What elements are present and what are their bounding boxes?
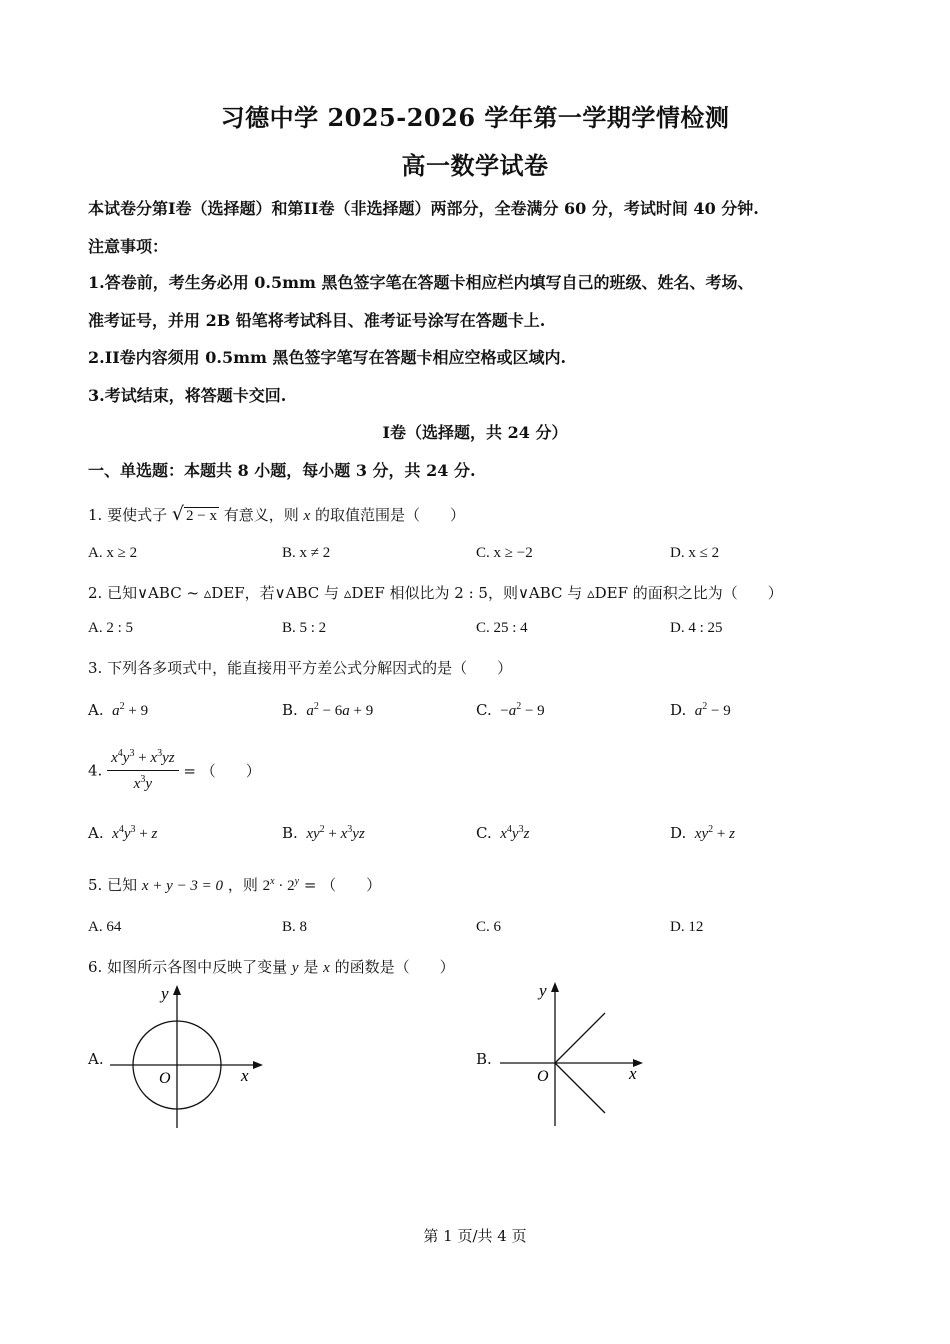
q6-var-y: y [291,960,299,976]
q1-radicand: 2 − x [185,508,217,524]
q2-option-a: A. 2 : 5 [88,620,133,636]
graph-b-y-label: y [539,981,547,1000]
exam-subtitle: 高一数学试卷 [401,151,549,180]
q4-option-c [476,824,529,843]
q5-option-d: D. 12 [670,919,704,935]
q4-option-b [282,824,365,843]
graph-a-x-label: x [241,1066,249,1085]
graph-b [495,980,675,1130]
q6-mid: 是 [303,958,319,976]
part-title: 一、单选题：本题共 8 小题，每小题 3 分，共 24 分. [88,461,476,480]
q4-a-label: A. [88,824,104,842]
q1-var: x [303,508,311,524]
q2-option-d: D. 4 : 25 [670,620,723,636]
sqrt-sign: √ [171,503,184,525]
graph-a-origin: O [159,1070,171,1087]
q4-tail: = （ ） [183,762,261,780]
q1-post: 的取值范围是（ ） [314,506,465,524]
q3-a-label: A. [88,701,104,719]
graph-b-y-arrow [551,982,559,992]
q3-option-a [88,701,148,720]
q3-c-label: C. [476,701,492,719]
q4-b-label: B. [282,824,298,842]
q3-option-b [282,701,373,720]
q5-tail: = （ ） [303,876,382,894]
question-2: 2. 已知∨ABC ~ ▵DEF，若∨ABC 与 ▵DEF 相似比为 2 : 5，则∨ABC 与 ▵DEF 的面积之比为（ ） [88,584,783,602]
note-1a: 1.答卷前，考生务必用 0.5mm 黑色签字笔在答题卡相应栏内填写自己的班级、姓名、考场、 [88,273,754,292]
note-2: 2.II卷内容须用 0.5mm 黑色签字笔写在答题卡相应空格或区域内. [88,348,567,367]
q6-var-x: x [323,960,330,976]
q1-option-c: C. x ≥ −2 [476,545,533,561]
q3-d-expr: $a^2 - 9$ [691,701,731,719]
q3-c-expr: $-a^2 - 9$ [500,701,545,719]
graph-b-origin: O [537,1068,549,1085]
intro-line: 本试卷分第I卷（选择题）和第II卷（非选择题）两部分，全卷满分 60 分，考试时间 40 分钟. [88,199,759,218]
q4-option-a [88,824,157,843]
q5-option-a: A. 64 [88,919,122,935]
graph-a-x-arrow [253,1061,263,1069]
q1-mid: 有意义，则 [223,506,299,524]
q1-pre: 1. 要使式子 [88,506,168,524]
graph-a-y-label: y [161,984,169,1003]
exam-title: 习德中学 2025-2026 学年第一学期学情检测 [220,103,730,132]
question-6 [88,956,455,977]
question-4 [88,748,261,793]
question-5 [88,874,381,895]
q6-option-a: A. [88,1050,104,1068]
q1-option-b: B. x ≠ 2 [282,545,331,561]
note-3: 3.考试结束，将答题卡交回. [88,386,287,405]
q2-option-b: B. 5 : 2 [282,620,327,636]
graph-a [105,983,285,1133]
q1-option-a: A. x ≥ 2 [88,545,138,561]
q4-label: 4. [88,761,103,780]
q5-option-b: B. 8 [282,919,308,935]
q6-post: 的函数是（ ） [334,958,455,976]
q5-option-c: C. 6 [476,919,502,935]
q3-option-d [670,701,731,720]
q3-a-expr: $a^2 + 9$ [108,701,149,719]
page-number: 第 1 页/共 4 页 [423,1227,527,1245]
q4-d-label: D. [670,824,687,842]
graph-b-x-label: x [629,1064,637,1083]
graph-b-ray-up [555,1013,605,1063]
q5-equation: x + y − 3 = 0 [141,878,224,894]
q2-option-c: C. 25 : 4 [476,620,528,636]
notes-title: 注意事项： [88,237,169,256]
question-3: 3. 下列各多项式中，能直接用平方差公式分解因式的是（ ） [88,659,513,677]
q5-pre: 5. 已知 [88,876,138,894]
graph-a-y-arrow [173,985,181,995]
q3-option-c [476,701,545,720]
q5-mid: ，则 [227,876,258,894]
q3-d-label: D. [670,701,687,719]
q6-text: 6. 如图所示各图中反映了变量 [88,958,288,976]
q5-power-expr: $2^x \cdot 2^y$ [262,876,300,894]
graph-b-ray-down [555,1063,605,1113]
q3-b-label: B. [282,701,298,719]
q1-option-d: D. x ≤ 2 [670,545,720,561]
note-1b: 准考证号，并用 2B 铅笔将考试科目、准考证号涂写在答题卡上. [88,311,546,330]
q4-b-expr: $xy^2 + x^3yz$ [302,824,365,842]
q6-option-b: B. [476,1050,492,1068]
q4-fraction: $\frac{x^4y^3 + x^3yz}{x^3y}$ [107,748,178,793]
question-1 [88,503,465,525]
q4-option-d [670,824,735,843]
section-title: I卷（选择题，共 24 分） [382,423,568,442]
q4-c-expr: $x^4y^3z$ [496,824,530,842]
q4-d-expr: $xy^2 + z$ [691,824,735,842]
q4-c-label: C. [476,824,492,842]
q3-b-expr: $a^2 - 6a + 9$ [302,701,374,719]
q4-a-expr: $x^4y^3 + z$ [108,824,158,842]
